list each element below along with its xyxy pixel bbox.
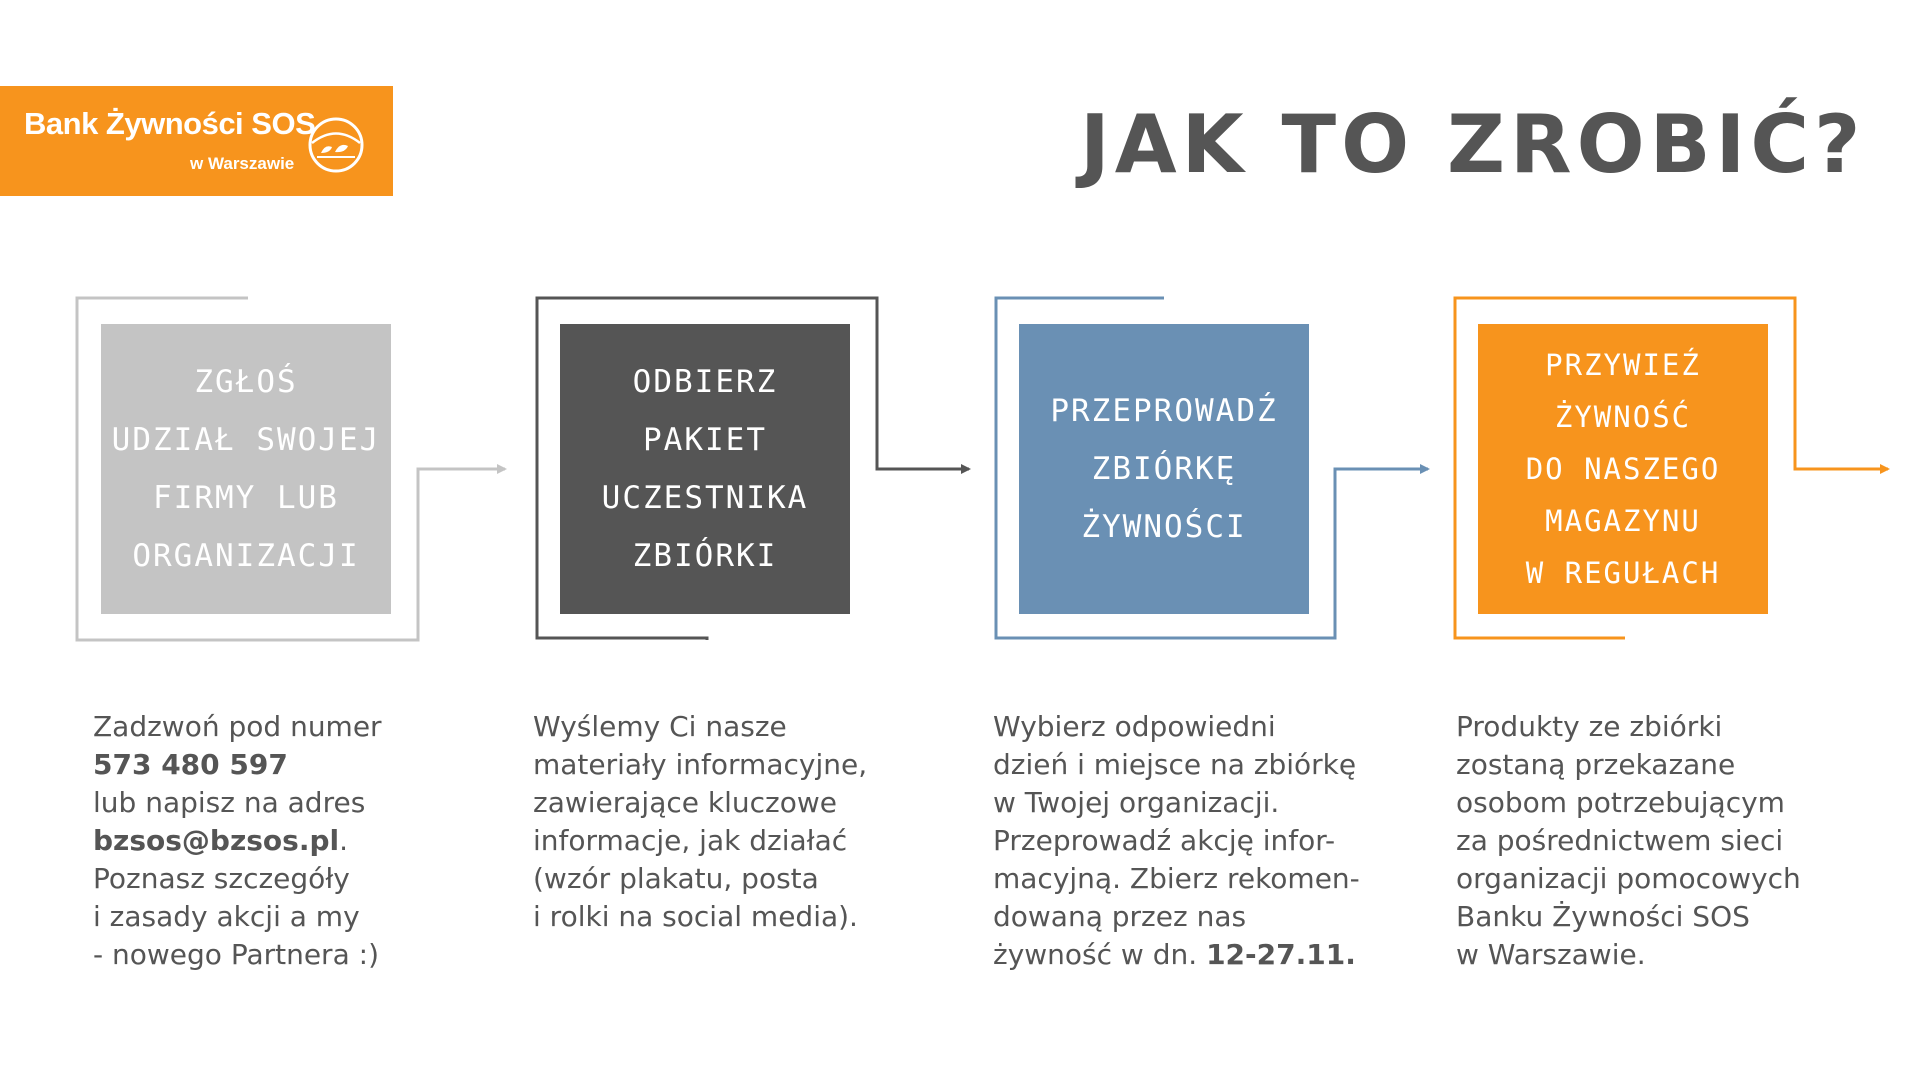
step-3-description (993, 708, 1360, 974)
desc-line: Przeprowadź akcję infor- (993, 824, 1336, 857)
email-address: bzsos@bzsos.pl (93, 824, 340, 857)
desc-line: dowaną przez nas (993, 900, 1247, 933)
page-title: JAK TO ZROBIĆ? (1080, 98, 1866, 191)
step-3-line: ŻYWNOŚCI (1081, 509, 1247, 545)
desc-line: Wyślemy Ci nasze (533, 710, 787, 743)
desc-line: zostaną przekazane (1456, 748, 1736, 781)
desc-line: Poznasz szczegóły (93, 862, 350, 895)
step-4-line: DO NASZEGO (1525, 452, 1721, 486)
desc-line (93, 822, 382, 860)
desc-line: za pośrednictwem sieci (1456, 824, 1784, 857)
desc-line: w Warszawie. (1456, 938, 1646, 971)
phone-number: 573 480 597 (93, 748, 288, 781)
desc-text: żywność w dn. (993, 938, 1207, 971)
logo-title: Bank Żywności SOS (24, 106, 316, 141)
desc-line: macyjną. Zbierz rekomen- (993, 862, 1360, 895)
step-3-line: ZBIÓRKĘ (1091, 451, 1237, 487)
desc-line: w Twojej organizacji. (993, 786, 1280, 819)
step-box-conduct-collection (1019, 324, 1309, 614)
step-3-line: PRZEPROWADŹ (1050, 393, 1278, 429)
desc-line: organizacji pomocowych (1456, 862, 1801, 895)
collection-dates: 12-27.11. (1206, 938, 1356, 971)
step-2-line: PAKIET (643, 422, 767, 458)
desc-line: dzień i miejsce na zbiórkę (993, 748, 1357, 781)
step-4-line: W REGUŁACH (1525, 556, 1721, 590)
logo-subtitle: w Warszawie (190, 154, 295, 173)
desc-line: - nowego Partnera :) (93, 938, 379, 971)
step-box-deliver-food (1478, 324, 1768, 614)
step-4-line: MAGAZYNU (1545, 504, 1701, 538)
step-1-description (93, 708, 382, 974)
step-2-line: UCZESTNIKA (601, 480, 809, 516)
step-2-line: ZBIÓRKI (632, 538, 778, 574)
desc-line (993, 936, 1360, 974)
step-4-line: ŻYWNOŚĆ (1554, 400, 1692, 434)
step-1-line: ORGANIZACJI (132, 538, 360, 574)
step-1-line: UDZIAŁ SWOJEJ (111, 422, 381, 458)
desc-line: informacje, jak działać (533, 824, 848, 857)
desc-line: i zasady akcji a my (93, 900, 360, 933)
step-2-line: ODBIERZ (632, 364, 778, 400)
desc-line: osobom potrzebującym (1456, 786, 1785, 819)
step-box-pickup-package (560, 324, 850, 614)
step-4-line: PRZYWIEŹ (1545, 348, 1701, 382)
desc-line: Zadzwoń pod numer (93, 710, 382, 743)
desc-line: Wybierz odpowiedni (993, 710, 1276, 743)
desc-line: (wzór plakatu, posta (533, 862, 819, 895)
step-4-description (1456, 708, 1801, 974)
step-1-line: FIRMY LUB (153, 480, 339, 516)
desc-line: zawierające kluczowe (533, 786, 837, 819)
step-2-description (533, 708, 867, 936)
step-box-register (101, 324, 391, 614)
desc-line: materiały informacyjne, (533, 748, 868, 781)
desc-line: Banku Żywności SOS (1456, 900, 1750, 933)
desc-line: lub napisz na adres (93, 786, 366, 819)
step-1-line: ZGŁOŚ (194, 364, 298, 400)
desc-punct: . (339, 824, 348, 857)
desc-line: i rolki na social media). (533, 900, 858, 933)
desc-line: Produkty ze zbiórki (1456, 710, 1723, 743)
